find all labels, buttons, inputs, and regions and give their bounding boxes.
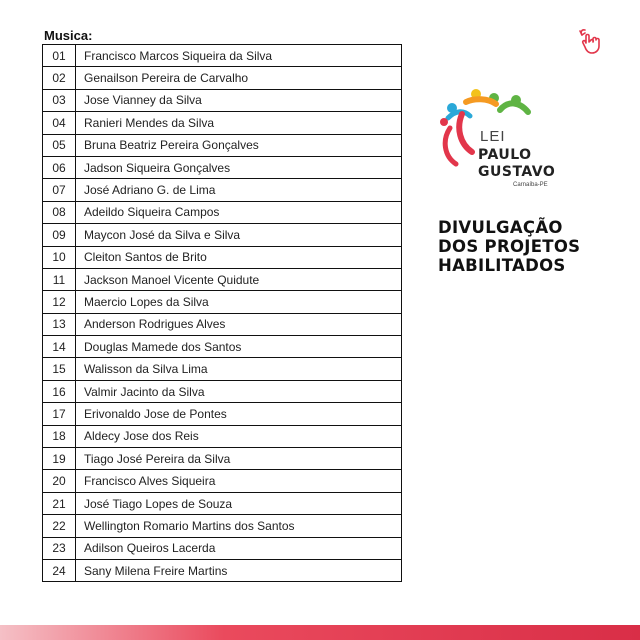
table-row [43,537,402,559]
logo-paulo-text: PAULO [478,147,532,163]
table-row [43,470,402,492]
row-name: Douglas Mamede dos Santos [76,336,402,358]
row-number: 24 [43,559,76,581]
table-row [43,380,402,402]
table-row [43,201,402,223]
row-number: 16 [43,380,76,402]
bottom-accent-bar [0,625,640,640]
table-row [43,358,402,380]
row-name: Valmir Jacinto da Silva [76,380,402,402]
table-row [43,492,402,514]
row-name: Sany Milena Freire Martins [76,559,402,581]
row-name: Adeildo Siqueira Campos [76,201,402,223]
row-name: Ranieri Mendes da Silva [76,112,402,134]
row-number: 20 [43,470,76,492]
table-row [43,112,402,134]
table-row [43,156,402,178]
row-number: 03 [43,89,76,111]
row-name: Jackson Manoel Vicente Quidute [76,268,402,290]
row-name: Wellington Romario Martins dos Santos [76,515,402,537]
row-number: 11 [43,268,76,290]
row-number: 02 [43,67,76,89]
logo-city-text: Carnaíba-PE [513,182,548,188]
row-name: Genailson Pereira de Carvalho [76,67,402,89]
table-row [43,45,402,67]
row-name: Francisco Marcos Siqueira da Silva [76,45,402,67]
lei-paulo-gustavo-logo [434,88,584,198]
row-name: José Adriano G. de Lima [76,179,402,201]
table-row [43,246,402,268]
table-row [43,134,402,156]
row-number: 07 [43,179,76,201]
row-name: Jose Vianney da Silva [76,89,402,111]
table-row [43,336,402,358]
headline-line-2: DOS PROJETOS [438,237,581,256]
row-name: Walisson da Silva Lima [76,358,402,380]
participants-table [42,44,402,582]
row-number: 01 [43,45,76,67]
table-row [43,425,402,447]
table-row [43,515,402,537]
table-row [43,268,402,290]
row-name: José Tiago Lopes de Souza [76,492,402,514]
row-name: Anderson Rodrigues Alves [76,313,402,335]
row-name: Jadson Siqueira Gonçalves [76,156,402,178]
row-number: 05 [43,134,76,156]
row-number: 19 [43,448,76,470]
row-number: 18 [43,425,76,447]
row-name: Aldecy Jose dos Reis [76,425,402,447]
row-name: Erivonaldo Jose de Pontes [76,403,402,425]
row-number: 17 [43,403,76,425]
table-row [43,448,402,470]
row-number: 04 [43,112,76,134]
table-row [43,224,402,246]
table-row [43,291,402,313]
headline-line-1: DIVULGAÇÃO [438,218,563,237]
row-name: Francisco Alves Siqueira [76,470,402,492]
logo-gustavo-text: GUSTAVO [478,164,556,180]
headline [438,218,633,275]
row-number: 10 [43,246,76,268]
row-number: 08 [43,201,76,223]
row-number: 09 [43,224,76,246]
row-name: Maycon José da Silva e Silva [76,224,402,246]
swipe-hand-icon [576,26,606,56]
row-number: 12 [43,291,76,313]
row-number: 22 [43,515,76,537]
row-name: Tiago José Pereira da Silva [76,448,402,470]
logo-lei-text: LEI [480,128,506,145]
row-number: 13 [43,313,76,335]
table-row [43,67,402,89]
table-heading: Musica: [44,28,93,43]
row-number: 21 [43,492,76,514]
row-number: 15 [43,358,76,380]
row-number: 14 [43,336,76,358]
row-name: Adilson Queiros Lacerda [76,537,402,559]
row-number: 23 [43,537,76,559]
row-name: Maercio Lopes da Silva [76,291,402,313]
table-row [43,179,402,201]
table-row [43,89,402,111]
headline-line-3: HABILITADOS [438,256,566,275]
row-number: 06 [43,156,76,178]
row-name: Cleiton Santos de Brito [76,246,402,268]
table-row [43,403,402,425]
table-row [43,313,402,335]
table-row [43,559,402,581]
row-name: Bruna Beatriz Pereira Gonçalves [76,134,402,156]
